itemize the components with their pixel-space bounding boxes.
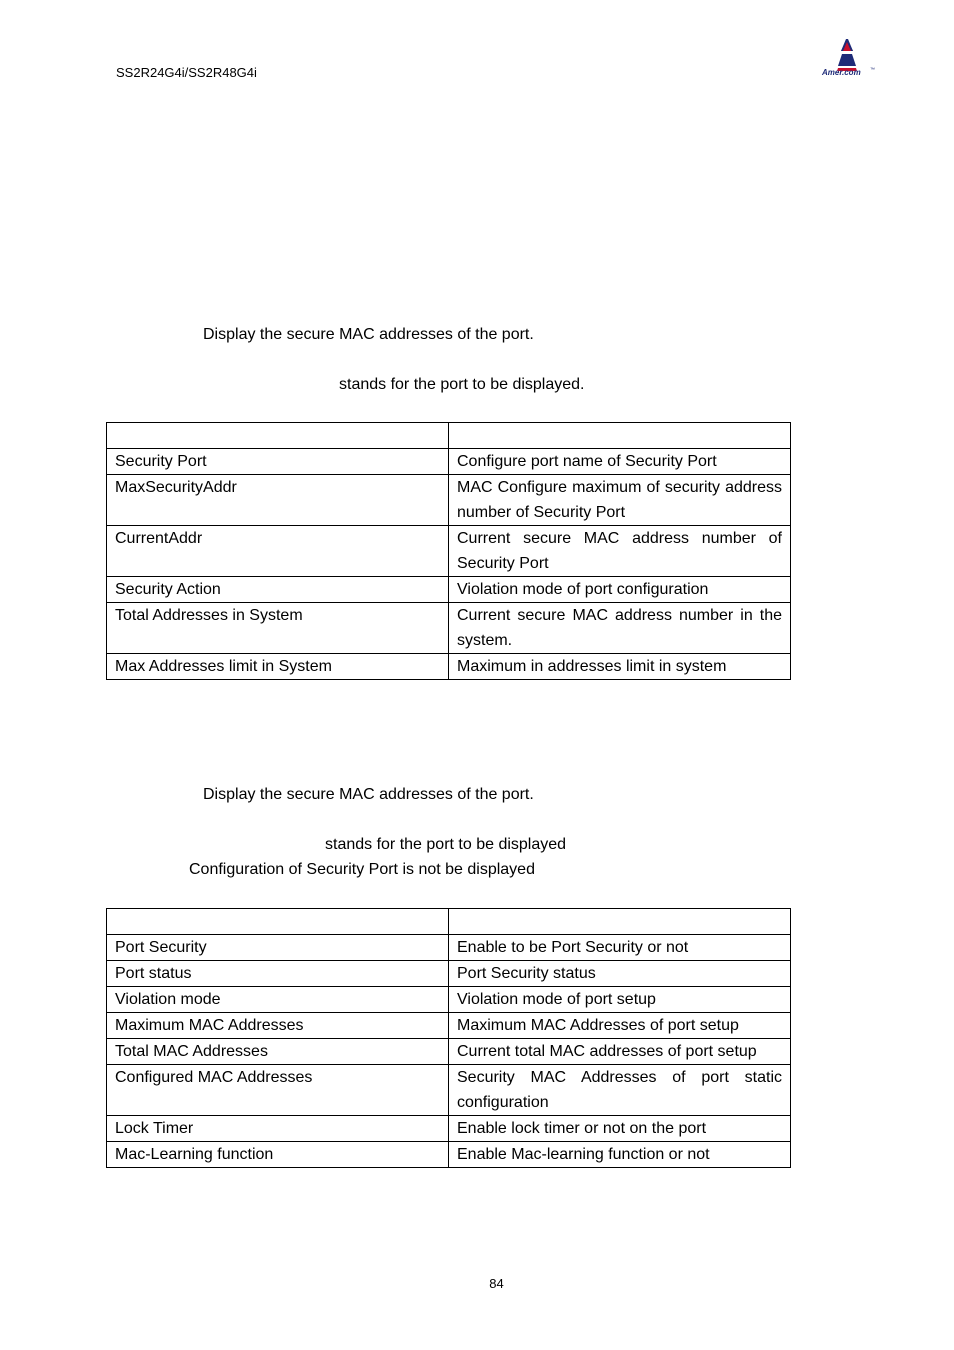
table-cell-description: Configure port name of Security Port — [449, 449, 791, 475]
table-cell-description: Violation mode of port setup — [449, 987, 791, 1013]
table-cell-description: Violation mode of port configuration — [449, 577, 791, 603]
amer-logo — [820, 36, 876, 82]
table-cell-field: Violation mode — [107, 987, 449, 1013]
logo-text: Amer.com — [822, 68, 861, 77]
logo-trademark: ™ — [870, 67, 875, 73]
table-cell-description: MAC Configure maximum of security address number of Security Port — [449, 475, 791, 526]
table-cell-description: Enable to be Port Security or not — [449, 935, 791, 961]
table-cell-field: Security Action — [107, 577, 449, 603]
parameter-description-1: stands for the port to be displayed. — [339, 376, 585, 393]
parameter-description-3: Configuration of Security Port is not be displayed — [189, 861, 535, 878]
table-row — [107, 1065, 791, 1116]
table-cell-description: Maximum in addresses limit in system — [449, 654, 791, 680]
table-cell-field: Security Port — [107, 449, 449, 475]
table-cell-field: Maximum MAC Addresses — [107, 1013, 449, 1039]
table-cell-field: Port Security — [107, 935, 449, 961]
table-cell-description: Security MAC Addresses of port static configuration — [449, 1065, 791, 1116]
table-row — [107, 935, 791, 961]
table-cell-field: Port status — [107, 961, 449, 987]
table-cell-description: Enable Mac-learning function or not — [449, 1142, 791, 1168]
table-row — [107, 1039, 791, 1065]
table-row — [107, 1116, 791, 1142]
table-row — [107, 475, 791, 526]
table-header-cell — [107, 423, 449, 449]
function-description-2: Display the secure MAC addresses of the port. — [203, 786, 534, 803]
table-row — [107, 1013, 791, 1039]
page-number: 84 — [489, 1276, 504, 1291]
table-cell-description: Current secure MAC address number in the system. — [449, 603, 791, 654]
table-header-cell — [107, 909, 449, 935]
table-cell-field: CurrentAddr — [107, 526, 449, 577]
table-row — [107, 603, 791, 654]
table-cell-field: Configured MAC Addresses — [107, 1065, 449, 1116]
table-cell-description: Enable lock timer or not on the port — [449, 1116, 791, 1142]
table-cell-description: Current secure MAC address number of Security Port — [449, 526, 791, 577]
table-header-row — [107, 423, 791, 449]
output-table-1 — [106, 422, 791, 680]
table-row — [107, 526, 791, 577]
table-row — [107, 577, 791, 603]
table-cell-field: Mac-Learning function — [107, 1142, 449, 1168]
table-row — [107, 987, 791, 1013]
table-cell-field: Lock Timer — [107, 1116, 449, 1142]
table-row — [107, 449, 791, 475]
header-model-name: SS2R24G4i/SS2R48G4i — [116, 65, 257, 80]
table-header-cell — [449, 909, 791, 935]
parameter-description-2: stands for the port to be displayed — [325, 836, 567, 853]
table-row — [107, 654, 791, 680]
table-cell-field: MaxSecurityAddr — [107, 475, 449, 526]
table-cell-description: Maximum MAC Addresses of port setup — [449, 1013, 791, 1039]
output-table-2 — [106, 908, 791, 1168]
table-row — [107, 1142, 791, 1168]
table-cell-field: Total Addresses in System — [107, 603, 449, 654]
table-cell-description: Port Security status — [449, 961, 791, 987]
table-cell-description: Current total MAC addresses of port setup — [449, 1039, 791, 1065]
function-description-1: Display the secure MAC addresses of the port. — [203, 326, 534, 343]
table-cell-field: Max Addresses limit in System — [107, 654, 449, 680]
table-row — [107, 961, 791, 987]
table-cell-field: Total MAC Addresses — [107, 1039, 449, 1065]
table-header-cell — [449, 423, 791, 449]
table-header-row — [107, 909, 791, 935]
